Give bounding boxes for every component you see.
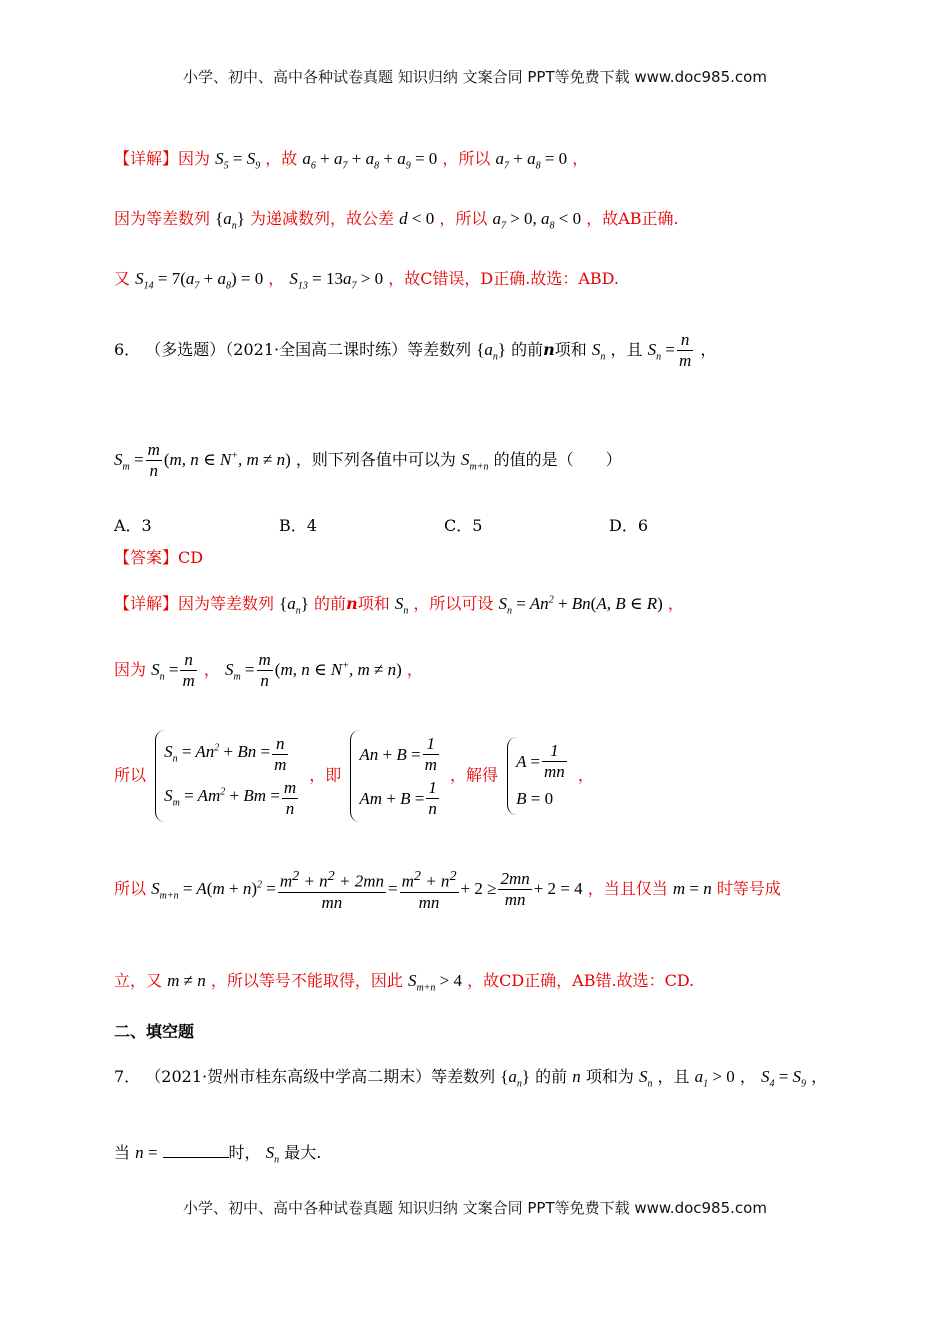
formula: $S_n$ [265,1143,280,1166]
equation-system: $S_n = An^2 + Bn$ = $\frac{n}{m}$ $S_m = Am^2 + Bm$ = $\frac{m}{n}$ [155,730,300,822]
formula: $S_5 = S_9$ [215,149,261,172]
option-c: C．5 [444,516,483,535]
fraction: $\frac{m^2 + n^2}{mn}$ [401,868,457,912]
formula: $S_{13} = 13a_7 > 0$ [289,269,384,292]
q6-detail-line-4: 所以 $S_{m+n} = A(m + n)^2$ = $\frac{m^2 + n^2 + 2mn}{mn}$ = $\frac{m^2 + n^2}{mn}$ + 2 ≥ $\frac{2mn}{mn}$ + 2 = 4 ，当且仅当 m = n 时等号成 [114,868,781,912]
q6-number: 6． [114,340,141,359]
formula: $S_m$ = [114,450,144,473]
formula: d < 0 [399,209,435,228]
q5-detail-line-2: 因为等差数列 $\{a_n\}$ 为递减数列，故公差 d < 0 ，所以 $a_7 > 0$, $a_8 < 0$ ，故AB正确. [114,209,679,232]
q5-detail-line-1: 【详解】因为 $S_5 = S_9$ ，故 $a_6 + a_7 + a_8 + a_9 = 0$ ，所以 $a_7 + a_8 = 0$ ， [114,149,589,172]
q6-detail-label: 【详解】因为等差数列 [114,594,275,613]
fraction: $\frac{n}{m}$ [182,650,195,690]
formula: $a_7 > 0$, $a_8 < 0$ [492,209,582,232]
formula: $S_n$ [638,1067,653,1090]
formula: n [572,1067,581,1086]
q6-detail-line-2: 因为 $S_n$ = $\frac{n}{m}$ ， $S_m$ = $\frac{m}{n}$ (m, n ∈ N+, m ≠ n) ， [114,650,423,690]
answer-blank[interactable] [163,1143,229,1158]
formula: $S_m$ = [224,660,255,683]
option-a: A．3 [114,516,152,535]
equation-system: A = $\frac{1}{mn}$ B = 0 [507,737,569,815]
fraction: $\frac{m}{n}$ [147,440,160,480]
q6-detail-line-5: 立，又 m ≠ n ，所以等号不能取得，因此 $S_{m+n} > 4$ ，故CD正确，AB错.故选：CD. [114,971,695,994]
formula: $S_n$ = [151,660,179,683]
fraction: $\frac{m}{n}$ [258,650,271,690]
formula: $S_{m+n} > 4$ [407,971,463,994]
formula: n = [135,1143,158,1162]
formula: $a_7 + a_8 = 0$ [495,149,568,172]
option-b: B．4 [279,516,317,535]
formula: $S_n = An^2 + Bn(A$, B ∈ R) [498,594,663,617]
q6-question-line-1: 6． （多选题）（2021·全国高二课时练）等差数列 $\{a_n\}$ 的前n项和 $S_n$ ，且 $S_n$ = $\frac{n}{m}$ ， [114,330,717,370]
formula: m ≠ n [167,971,206,990]
fraction: $\frac{2mn}{mn}$ [500,868,530,909]
fraction: $\frac{n}{m}$ [678,330,692,370]
q7-line-2: 当 n = 时， $S_n$ 最大. [114,1143,322,1166]
formula: $\{a_n\}$ [500,1067,531,1090]
formula: $\{a_n\}$ [215,209,245,232]
formula: $a_6 + a_7 + a_8 + a_9 = 0$ [302,149,438,172]
q7-line-1: 7． （2021·贺州市桂东高级中学高二期末）等差数列 $\{a_n\}$ 的前 n 项和为 $S_n$ ，且 $a_1 > 0$ ， $S_4 = S_9$ ， [114,1067,828,1090]
formula: $S_{m+n}$ [461,450,489,473]
section-title: 二、填空题 [114,1022,195,1041]
q6-question-line-2: $S_m$ = $\frac{m}{n}$ (m, n ∈ N+, m ≠ n) ，则下列各值中可以为 $S_{m+n}$ 的值的是（ ） [114,440,622,480]
formula: $\{a_n\}$ [476,340,507,363]
formula: $a_1 > 0$ [694,1067,735,1090]
q5-detail-line-3: 又 $S_{14} = 7(a_7 + a_8) = 0$ ， $S_{13} = 13a_7 > 0$ ，故C错误，D正确.故选：ABD. [114,269,620,292]
formula: $S_n$ [591,340,606,363]
formula: m = n [672,878,712,898]
formula: $S_n$ = [647,340,675,363]
formula: $S_4 = S_9$ [760,1067,807,1090]
page-header: 小学、初中、高中各种试卷真题 知识归纳 文案合同 PPT等免费下载 www.doc985.com [183,68,767,86]
equation-system: An + B = $\frac{1}{m}$ Am + B = $\frac{1}{n}$ [350,730,441,822]
fraction: $\frac{m^2 + n^2 + 2mn}{mn}$ [279,868,384,912]
option-d: D．6 [609,516,649,535]
formula: $S_{m+n} = A(m + n)^2$ = [151,878,276,902]
page-footer: 小学、初中、高中各种试卷真题 知识归纳 文案合同 PPT等免费下载 www.doc985.com [183,1199,767,1217]
q6-detail-line-1: 【详解】因为等差数列 $\{a_n\}$ 的前n项和 $S_n$ ，所以可设 $S_n = An^2 + Bn(A$, B ∈ R) ， [114,594,684,617]
q7-number: 7． [114,1067,141,1086]
formula: $\{a_n\}$ [279,594,309,617]
formula: $S_{14} = 7(a_7 + a_8) = 0$ [135,269,264,292]
q6-detail-line-3: 所以 $S_n = An^2 + Bn$ = $\frac{n}{m}$ $S_m = Am^2 + Bm$ = $\frac{m}{n}$ ，即 An + B = $\frac{1}{m}$ Am + B = $\frac{1}{n}$ ，解得 A = $\frac{1}{mn}$ B = 0 ， [114,730,594,822]
q5-detail-label: 【详解】因为 [114,149,211,168]
formula: $S_n$ [394,594,409,617]
q6-answer: 【答案】CD [114,548,204,567]
